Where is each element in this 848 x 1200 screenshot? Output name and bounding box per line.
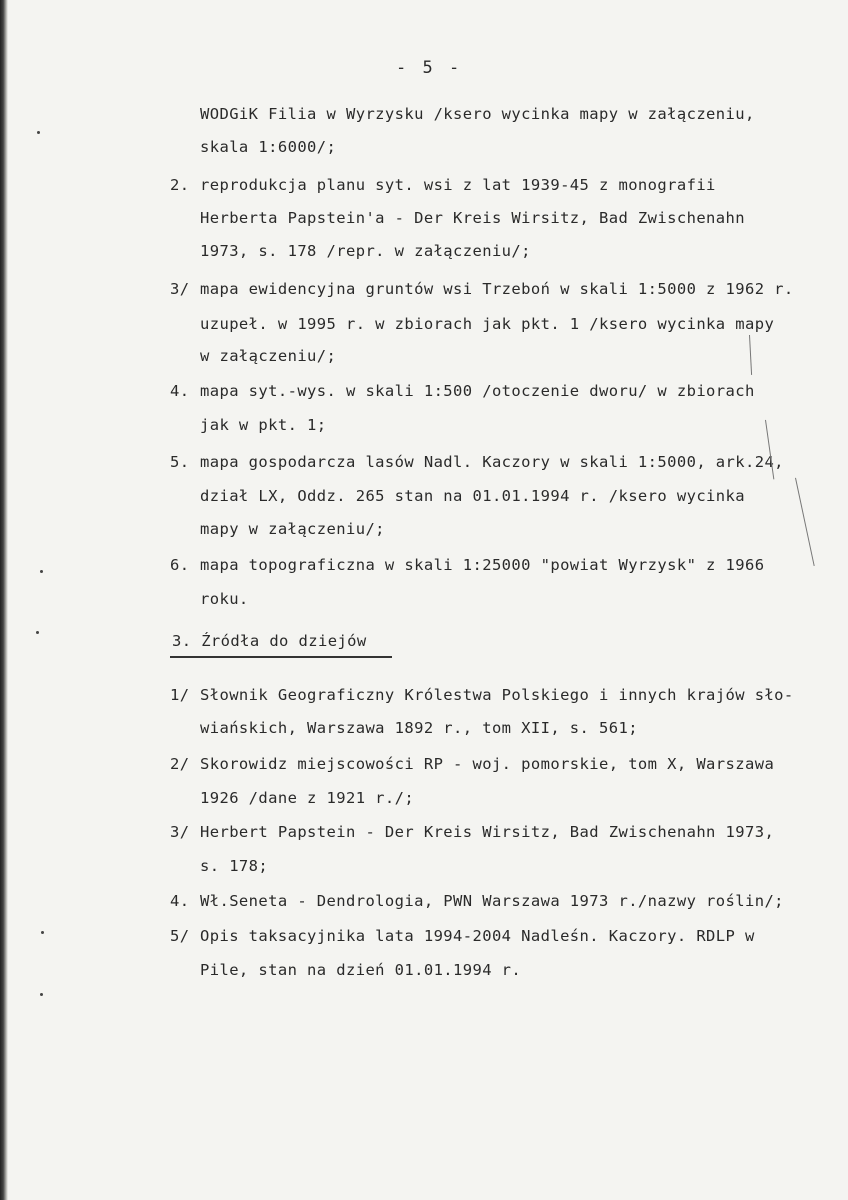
source-item-marker: 5/ (170, 927, 190, 945)
source-item-marker: 4. (170, 892, 190, 910)
page-number: - 5 - (396, 58, 463, 78)
scan-mark (41, 931, 44, 934)
list-item-line: Herberta Papstein'a - Der Kreis Wirsitz, Bad Zwischenahn (200, 209, 745, 227)
list-item-marker: 5. (170, 453, 190, 471)
source-item-line: s. 178; (200, 857, 269, 875)
pencil-stroke (749, 335, 752, 375)
list-item-line: uzupeł. w 1995 r. w zbiorach jak pkt. 1 /ksero wycinka mapy (200, 315, 775, 333)
source-item-line: Skorowidz miejscowości RP - woj. pomorskie, tom X, Warszawa (200, 755, 775, 773)
list-a-intro-line: WODGiK Filia w Wyrzysku /ksero wycinka mapy w załączeniu, (200, 105, 755, 123)
list-item-line: 1973, s. 178 /repr. w załączeniu/; (200, 242, 531, 260)
source-item-line: Opis taksacyjnika lata 1994-2004 Nadleśn. Kaczory. RDLP w (200, 927, 755, 945)
scan-mark (37, 131, 40, 134)
list-item-line: w załączeniu/; (200, 347, 337, 365)
list-item-marker: 3/ (170, 280, 190, 298)
source-item-marker: 2/ (170, 755, 190, 773)
scan-mark (40, 570, 43, 573)
source-item-line: Herbert Papstein - Der Kreis Wirsitz, Bad Zwischenahn 1973, (200, 823, 775, 841)
list-item-line: mapa syt.-wys. w skali 1:500 /otoczenie dworu/ w zbiorach (200, 382, 755, 400)
scan-mark (40, 993, 43, 996)
source-item-line: 1926 /dane z 1921 r./; (200, 789, 415, 807)
scan-edge (0, 0, 8, 1200)
heading-underline (170, 656, 392, 658)
list-item-marker: 2. (170, 176, 190, 194)
list-item-line: mapy w załączeniu/; (200, 520, 385, 538)
source-item-line: wiańskich, Warszawa 1892 r., tom XII, s. 561; (200, 719, 638, 737)
source-item-marker: 3/ (170, 823, 190, 841)
list-item-line: mapa ewidencyjna gruntów wsi Trzeboń w skali 1:5000 z 1962 r. (200, 280, 794, 298)
source-item-line: Pile, stan na dzień 01.01.1994 r. (200, 961, 522, 979)
list-item-line: dział LX, Oddz. 265 stan na 01.01.1994 r. /ksero wycinka (200, 487, 745, 505)
scan-mark (36, 631, 39, 634)
source-item-marker: 1/ (170, 686, 190, 704)
list-item-line: reprodukcja planu syt. wsi z lat 1939-45 z monografii (200, 176, 716, 194)
section-heading: 3. Źródła do dziejów (172, 632, 367, 650)
list-item-marker: 4. (170, 382, 190, 400)
list-item-marker: 6. (170, 556, 190, 574)
source-item-line: Wł.Seneta - Dendrologia, PWN Warszawa 1973 r./nazwy roślin/; (200, 892, 784, 910)
list-item-line: mapa gospodarcza lasów Nadl. Kaczory w skali 1:5000, ark.24, (200, 453, 784, 471)
pencil-stroke (795, 478, 815, 566)
source-item-line: Słownik Geograficzny Królestwa Polskiego i innych krajów sło- (200, 686, 794, 704)
list-item-line: mapa topograficzna w skali 1:25000 "powiat Wyrzysk" z 1966 (200, 556, 765, 574)
list-a-intro-line: skala 1:6000/; (200, 138, 337, 156)
list-item-line: roku. (200, 590, 249, 608)
list-item-line: jak w pkt. 1; (200, 416, 327, 434)
